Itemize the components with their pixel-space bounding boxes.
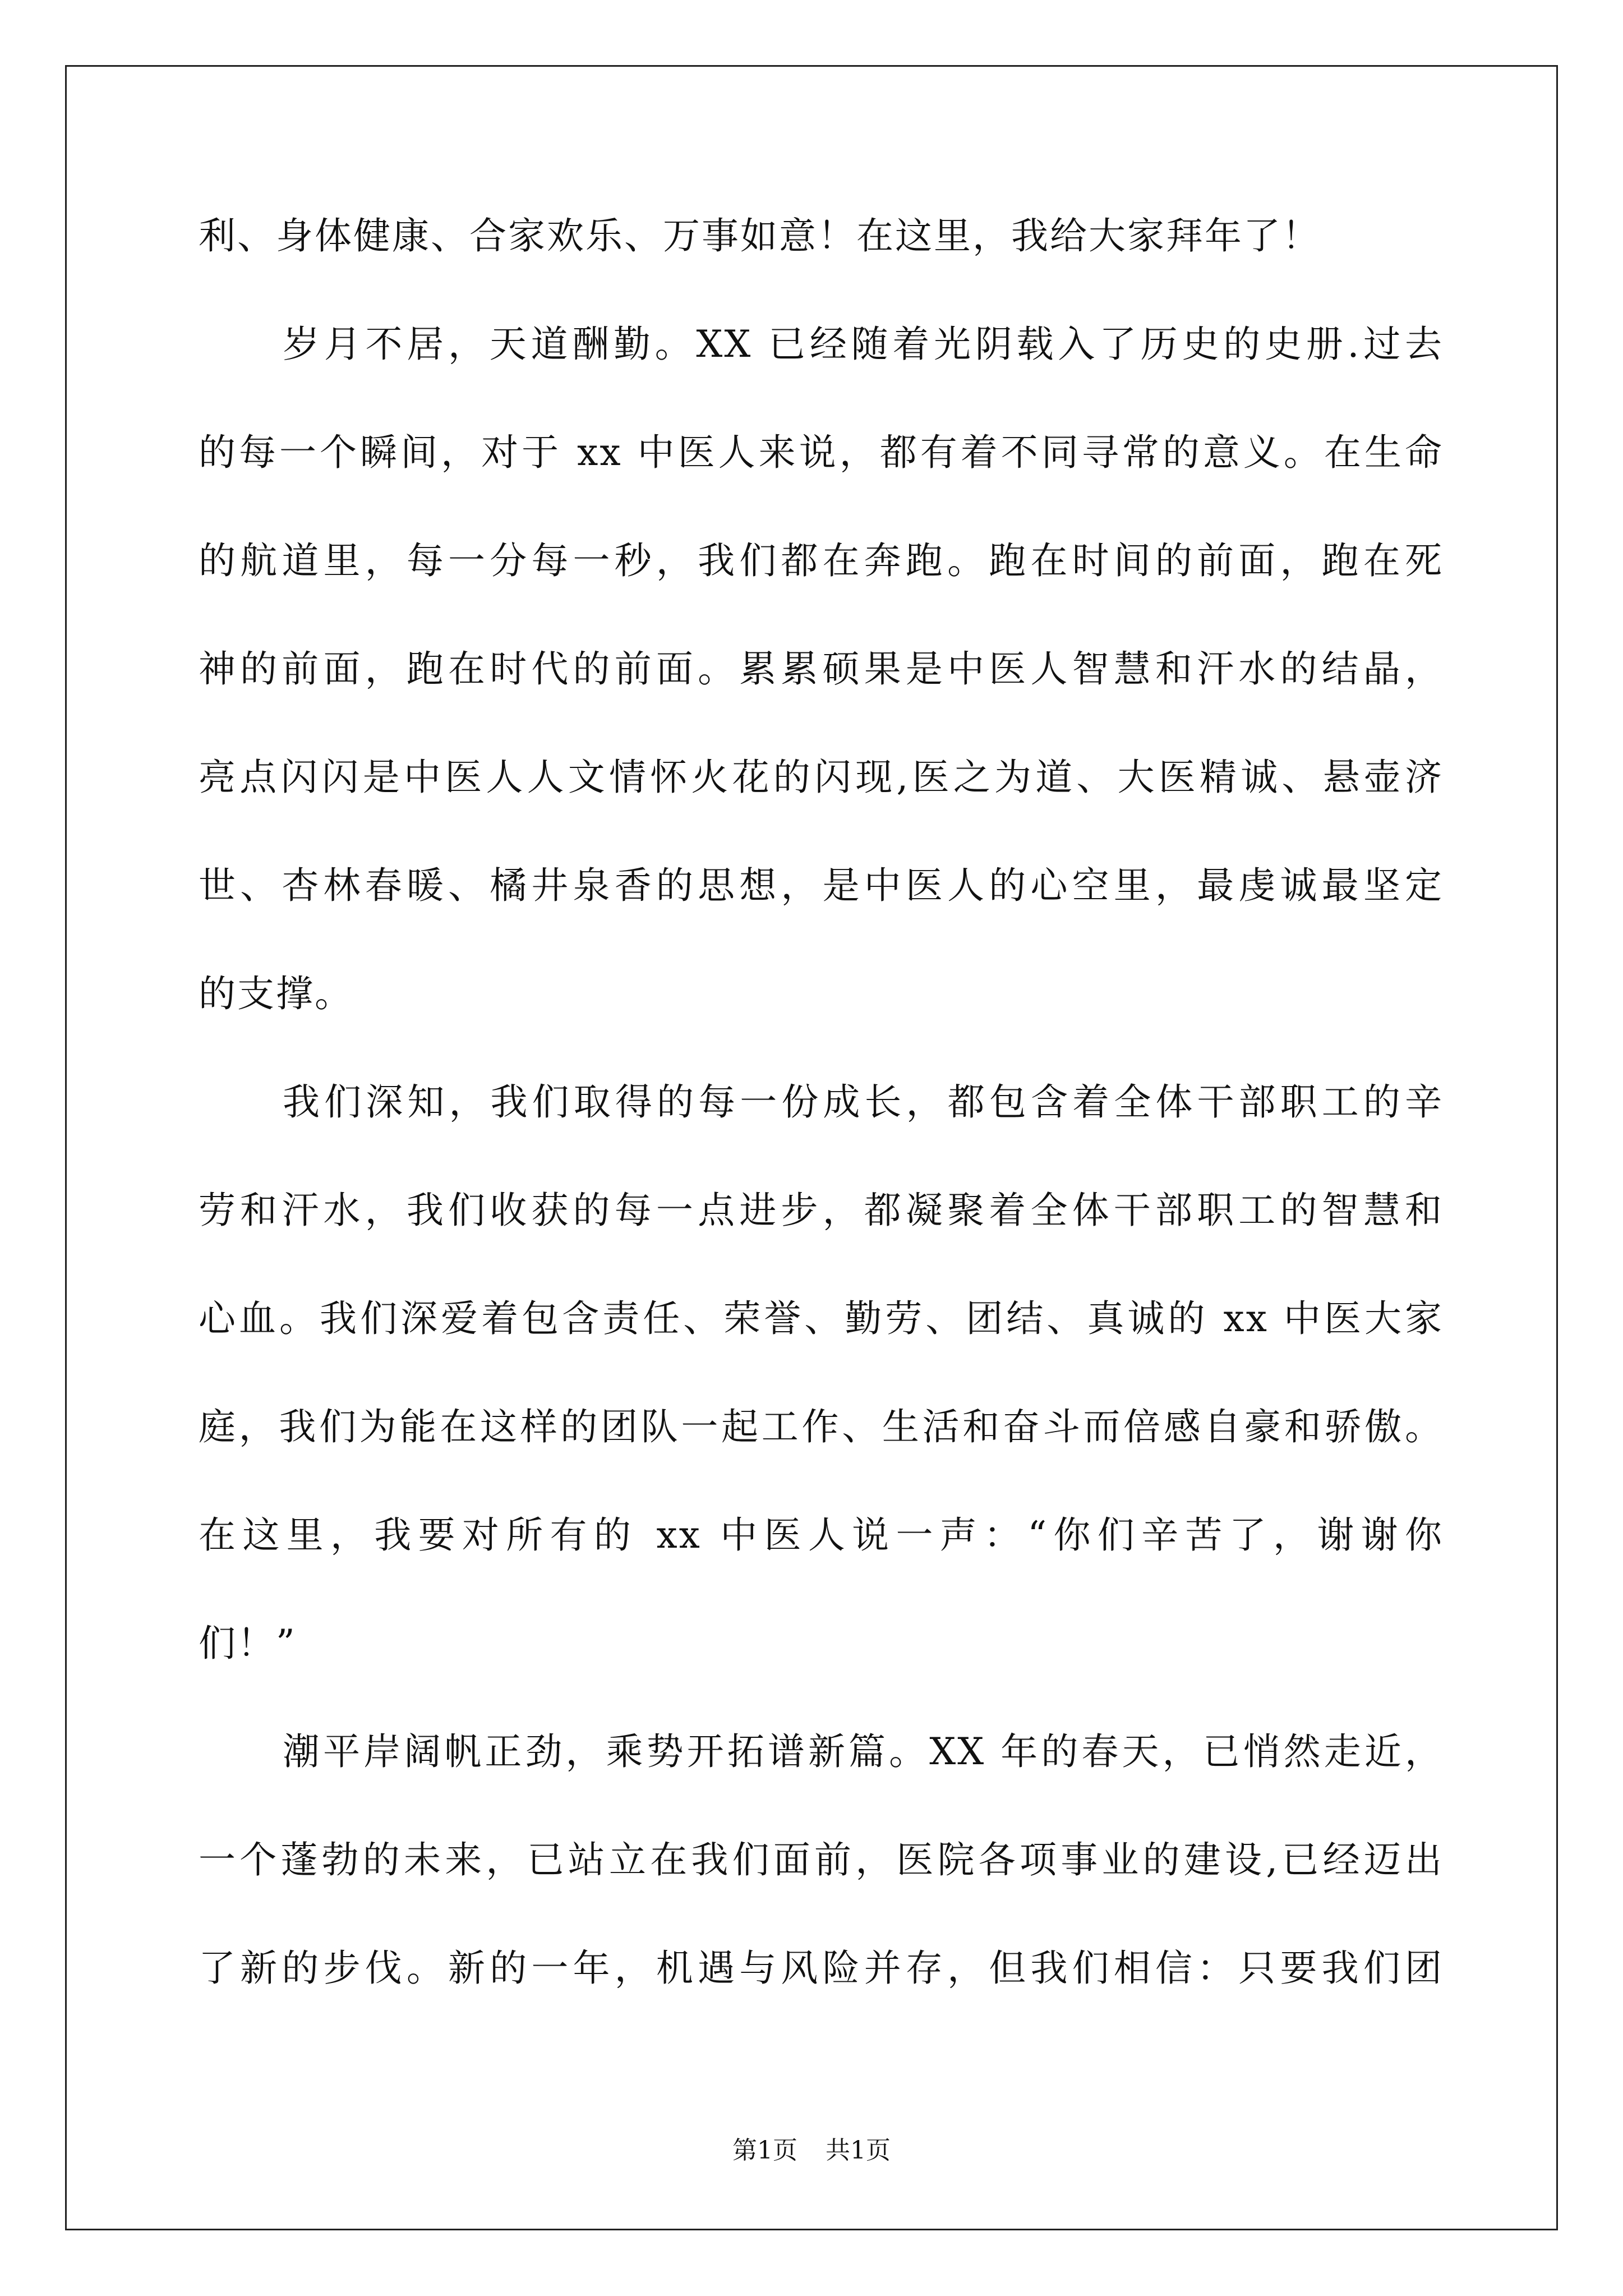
text-line: 神的前面，跑在时代的前面。累累硕果是中医人智慧和汗水的结晶， <box>199 647 1444 691</box>
text-line: 劳和汗水，我们收获的每一点进步，都凝聚着全体干部职工的智慧和 <box>199 1189 1444 1232</box>
text-line: 们！” <box>199 1622 297 1665</box>
text-line: 心血。我们深爱着包含责任、荣誉、勤劳、团结、真诚的 xx 中医大家 <box>199 1297 1444 1340</box>
text-line: 在这里，我要对所有的 xx 中医人说一声：“你们辛苦了，谢谢你 <box>199 1513 1444 1557</box>
text-line: 一个蓬勃的未来，已站立在我们面前，医院各项事业的建设,已经迈出 <box>199 1838 1444 1881</box>
text-line: 庭，我们为能在这样的团队一起工作、生活和奋斗而倍感自豪和骄傲。 <box>199 1405 1444 1448</box>
text-line: 了新的步伐。新的一年，机遇与风险并存，但我们相信：只要我们团 <box>199 1947 1444 1990</box>
page-number: 第1页 <box>732 2136 797 2165</box>
text-line: 世、杏林春暖、橘井泉香的思想，是中医人的心空里，最虔诚最坚定 <box>199 864 1444 907</box>
text-line: 的航道里，每一分每一秒，我们都在奔跑。跑在时间的前面，跑在死 <box>199 539 1444 582</box>
text-line: 亮点闪闪是中医人人文情怀火花的闪现,医之为道、大医精诚、悬壶济 <box>199 756 1444 799</box>
text-line: 的支撑。 <box>199 972 353 1015</box>
text-line: 岁月不居，天道酬勤。XX 已经随着光阴载入了历史的史册.过去 <box>283 323 1444 366</box>
text-line: 潮平岸阔帆正劲，乘势开拓谱新篇。XX 年的春天，已悄然走近， <box>283 1730 1444 1773</box>
text-line: 利、身体健康、合家欢乐、万事如意！在这里，我给大家拜年了！ <box>199 214 1321 257</box>
page-total: 共1页 <box>826 2136 891 2165</box>
page-footer <box>0 2138 1623 2163</box>
document-body <box>199 214 1444 2058</box>
text-line: 我们深知，我们取得的每一份成长，都包含着全体干部职工的辛 <box>283 1080 1444 1124</box>
text-line: 的每一个瞬间，对于 xx 中医人来说，都有着不同寻常的意义。在生命 <box>199 431 1444 474</box>
